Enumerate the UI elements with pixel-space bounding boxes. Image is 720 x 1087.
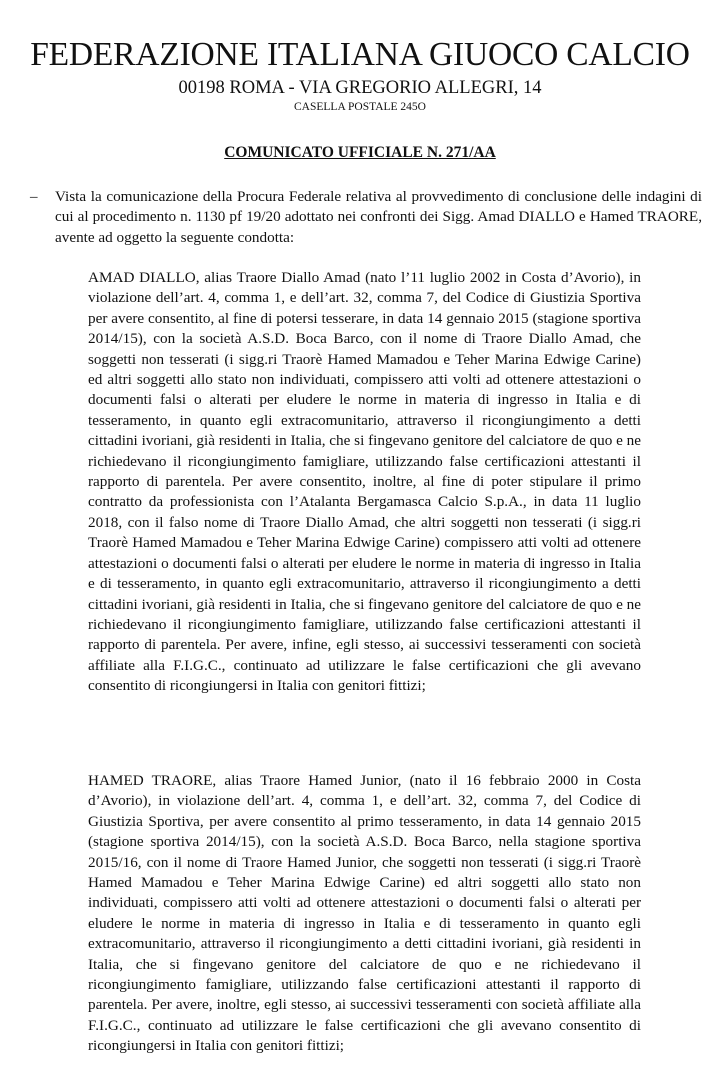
organization-postbox: CASELLA POSTALE 245O: [294, 101, 426, 113]
communique-title: COMUNICATO UFFICIALE N. 271/AA: [224, 144, 496, 161]
intro-paragraph: Vista la comunicazione della Procura Federale relativa al provvedimento di conclusione delle indagini di cui al procedimento n. 1130 pf 19/20 adottato nei confronti dei Sigg. Amad DIALLO e Hamed TRAORE, avente ad oggetto la seguente condotta:: [55, 188, 702, 246]
list-bullet: –: [30, 189, 38, 205]
organization-address: 00198 ROMA - VIA GREGORIO ALLEGRI, 14: [178, 78, 542, 98]
organization-name: FEDERAZIONE ITALIANA GIUOCO CALCIO: [30, 36, 690, 73]
allegation-paragraph-traore: HAMED TRAORE, alias Traore Hamed Junior, (nato il 16 febbraio 2000 in Costa d’Avorio), in violazione dell’art. 4, comma 1, e dell’art. 32, comma 7, del Codice di Giustizia Sportiva, per avere consentito al primo tesseramento, in data 14 gennaio 2015 (stagione sportiva 2014/15), con la società A.S.D. Boca Barco, nella stagione sportiva 2015/16, con il nome di Traore Hamed Junior, che soggetti non tesserati (i sigg.ri Traorè Hamed Mamadou e Teher Marina Edwige Carine) ed altri soggetti allo stato non individuati, compissero atti volti ad ottenere attestazioni o documenti falsi o alterati per eludere le norme in materia di ingresso in Italia e di tesseramento in quanto egli extracomunitario, attraverso il ricongiungimento a detti cittadini ivoriani, già residenti in Italia, che si fingevano genitore del calciatore de quo e ne richiedevano il ricongiungimento famigliare, utilizzando false certificazioni attestanti il rapporto di parentela. Per avere, inoltre, egli stesso, ai successivi tesseramenti con società affiliate alla F.I.G.C., continuato ad utilizzare le false certificazioni che gli avevano consentito di ricongiungersi in Italia con genitori fittizi;: [88, 772, 641, 1055]
allegation-paragraph-diallo: AMAD DIALLO, alias Traore Diallo Amad (nato l’11 luglio 2002 in Costa d’Avorio), in violazione dell’art. 4, comma 1, e dell’art. 32, comma 7, del Codice di Giustizia Sportiva per avere consentito, al fine di potersi tesserare, in data 14 gennaio 2015 (stagione sportiva 2014/15), con la società A.S.D. Boca Barco, con il nome di Traore Diallo Amad, che soggetti non tesserati (i sigg.ri Traorè Hamed Mamadou e Teher Marina Edwige Carine) ed altri soggetti allo stato non individuati, compissero atti volti ad ottenere attestazioni o documenti falsi o alterati per eludere le norme in materia di ingresso in Italia e di tesseramento, in quanto egli extracomunitario, attraverso il ricongiungimento a detti cittadini ivoriani, già residenti in Italia, che si fingevano genitore del calciatore de quo e ne richiedevano il ricongiungimento famigliare, utilizzando false certificazioni attestanti il rapporto di parentela. Per avere consentito, inoltre, al fine di poter stipulare il primo contratto da professionista con l’Atalanta Bergamasca Calcio S.p.A., in data 11 luglio 2018, con il falso nome di Traore Diallo Amad, che altri soggetti non tesserati (i sigg.ri Traorè Hamed Mamadou e Teher Marina Edwige Carine) compissero atti volti ad ottenere attestazioni o documenti falsi o alterati per eludere le norme in materia di ingresso in Italia e di tesseramento, in quanto egli extracomunitario, attraverso il ricongiungimento a detti cittadini ivoriani, già residenti in Italia, che si fingevano genitore del calciatore de quo e ne richiedevano il ricongiungimento famigliare, utilizzando false certificazioni attestanti il rapporto di parentela. Per avere, infine, egli stesso, ai successivi tesseramenti con società affiliate alla F.I.G.C., continuato ad utilizzare le false certificazioni che gli avevano consentito di ricongiungersi in Italia con genitori fittizi;: [88, 269, 641, 695]
